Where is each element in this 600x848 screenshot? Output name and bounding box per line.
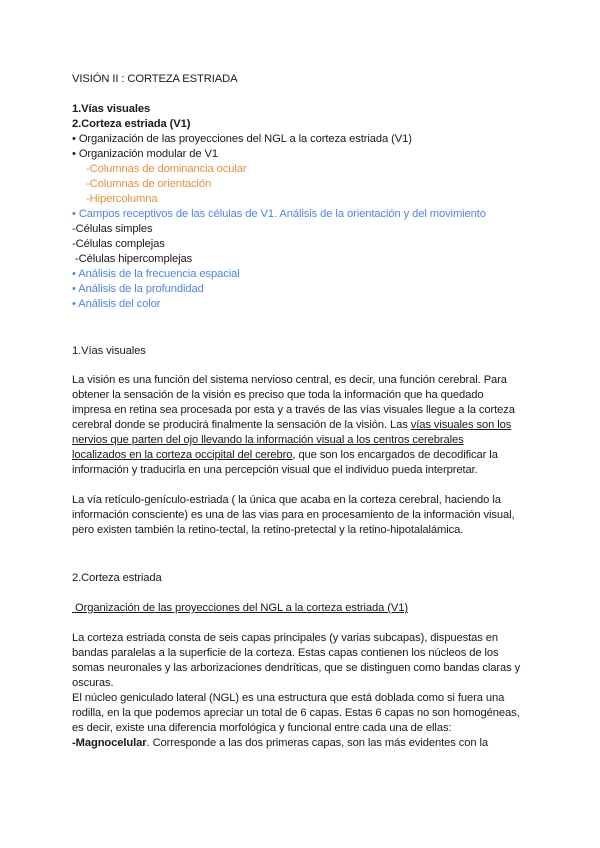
paragraph-line: información y traducirla en una percepción visual que el individuo pueda interpretar. [72,464,478,476]
paragraph-line: pero existen también la retino-tectal, la retino-pretectal y la retino-hipotalalámica. [72,524,464,536]
toc-sub-celulas-complejas: -Células complejas [72,238,165,250]
toc-bullet-organizacion-ngl: • Organización de las proyecciones del NGL a la corteza estriada (V1) [72,133,412,145]
paragraph-line: oscuras. [72,677,114,689]
paragraph-line: impresa en retina sea procesada por esta y a través de las vías visuales llegue a la corteza [72,404,515,416]
paragraph-line [72,736,488,751]
toc-bullet-organizacion-modular: • Organización modular de V1 [72,148,219,160]
paragraph-line: bandas paralelas a la superficie de la corteza. Estas capas contienen los núcleos de los [72,647,499,659]
underlined-definition-line: nervios que parten del ojo llevando la información visual a los centros cerebrales [72,434,464,446]
paragraph-text: cerebral donde se producirá finalmente la sensación de la visión. Las [72,419,411,431]
toc-item-vias-visuales: 1.Vías visuales [72,103,151,115]
document-title: VISIÓN II : CORTEZA ESTRIADA [72,73,238,85]
section-heading-corteza-estriada: 2.Corteza estriada [72,572,162,584]
subsection-heading-organizacion-ngl: Organización de las proyecciones del NGL a la corteza estriada (V1) [72,602,409,614]
paragraph-line: información consciente) es una de las vias para en procesamiento de la información visual, [72,509,515,521]
paragraph-line: obtener la sensación de la visión es preciso que toda la información que ha quedado [72,389,484,401]
underlined-definition: localizados en la corteza occipital del cerebro [72,449,293,461]
paragraph-line: somas neuronales y las arborizaciones dendríticas, que se distinguen como bandas claras y [72,662,521,674]
paragraph-text: , que son los encargados de decodificar la [292,449,498,461]
toc-sub-celulas-hipercomplejas: -Células hipercomplejas [72,253,193,265]
paragraph-line: La visión es una función del sistema nervioso central, es decir, una función cerebral. Para [72,374,507,386]
toc-sub-orientacion: -Columnas de orientación [86,178,212,190]
paragraph-line: La vía retículo-genículo-estriada ( la única que acaba en la corteza cerebral, haciendo la [72,494,501,506]
term-magnocelular: -Magnocelular [72,737,147,749]
paragraph-line: La corteza estriada consta de seis capas principales (y varias subcapas), dispuestas en [72,632,498,644]
underlined-definition: vías visuales son los [410,419,512,431]
section-heading-vias-visuales: 1.Vías visuales [72,345,146,357]
toc-sub-dominancia-ocular: -Columnas de dominancia ocular [86,163,247,175]
toc-bullet-color: • Análisis del color [72,298,161,310]
toc-item-corteza-estriada: 2.Corteza estriada (V1) [72,118,191,130]
toc-sub-celulas-simples: -Células simples [72,223,153,235]
toc-bullet-campos-receptivos: • Campos receptivos de las células de V1. Análisis de la orientación y del movimiento [72,208,486,220]
paragraph-line [72,418,511,433]
paragraph-text: . Corresponde a las dos primeras capas, son las más evidentes con la [146,737,488,749]
toc-bullet-frecuencia-espacial: • Análisis de la frecuencia espacial [72,268,240,280]
paragraph-line: rodilla, en la que podemos apreciar un total de 6 capas. Estas 6 capas no son homogéneas, [72,707,520,719]
paragraph-line: El núcleo geniculado lateral (NGL) es una estructura que está doblada como si fuera una [72,692,505,704]
toc-sub-hipercolumna: -Hipercolumna [86,193,158,205]
paragraph-line: es decir, existe una diferencia morfológica y funcional entre cada una de ellas: [72,722,452,734]
toc-bullet-profundidad: • Análisis de la profundidad [72,283,204,295]
paragraph-line [72,448,498,463]
